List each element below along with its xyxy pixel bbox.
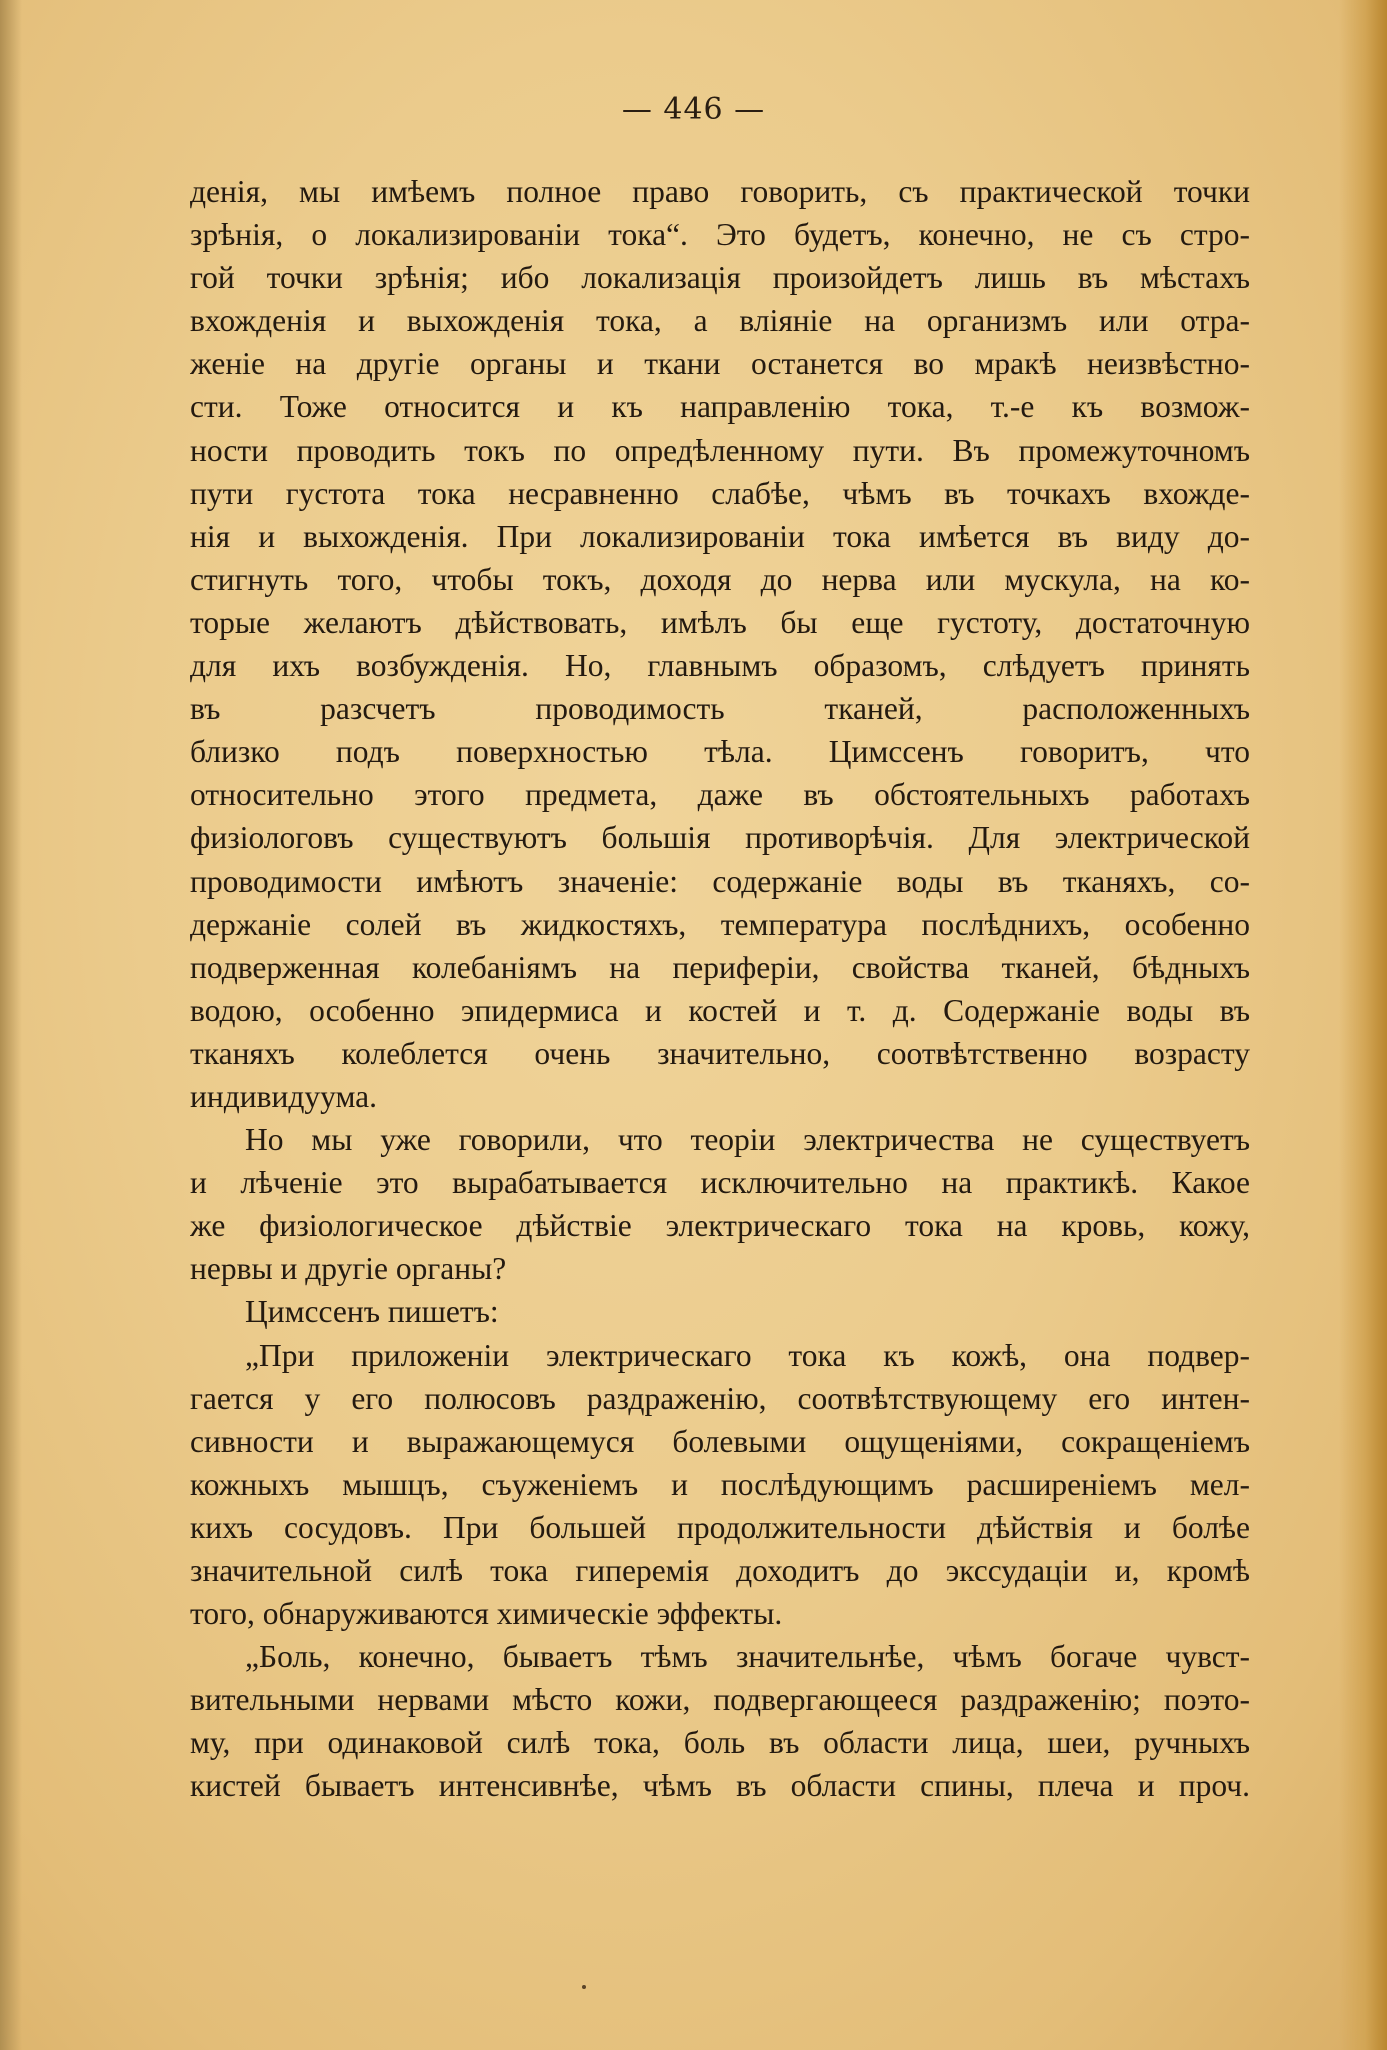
text-line: Цимссенъ пишетъ: <box>245 1294 499 1330</box>
text-line: „При приложеніи электрическаго тока къ кожѣ, она подвер- <box>245 1337 1250 1373</box>
text-line: вхожденія и выхожденія тока, а вліяніе на организмъ или отра- <box>190 303 1250 339</box>
text-line: относительно этого предмета, даже въ обстоятельныхъ работахъ <box>190 777 1250 813</box>
text-line: сивности и выражающемуся болевыми ощущеніями, сокращеніемъ <box>190 1423 1250 1459</box>
text-line: кистей бываетъ интенсивнѣе, чѣмъ въ области спины, плеча и проч. <box>190 1768 1250 1804</box>
text-line: водою, особенно эпидермиса и костей и т. д. Содержаніе воды въ <box>190 992 1250 1028</box>
ink-speck <box>582 1985 586 1989</box>
text-line: въ разсчетъ проводимость тканей, расположенныхъ <box>190 691 1250 727</box>
text-line: му, при одинаковой силѣ тока, боль въ области лица, шеи, ручныхъ <box>190 1725 1250 1761</box>
body-text <box>190 170 1250 1808</box>
text-line: стигнуть того, чтобы токъ, доходя до нерва или мускула, на ко- <box>190 561 1250 597</box>
text-line: зрѣнія, о локализированіи тока“. Это будетъ, конечно, не съ стро- <box>190 217 1250 253</box>
text-line: Но мы уже говорили, что теоріи электричества не существуетъ <box>245 1122 1250 1158</box>
text-line: нія и выхожденія. При локализированіи тока имѣется въ виду до- <box>190 518 1250 554</box>
text-line: пути густота тока несравненно слабѣе, чѣмъ въ точкахъ вхожде- <box>190 475 1250 511</box>
page-number: — 446 — <box>621 92 766 127</box>
text-line: индивидуума. <box>190 1078 378 1114</box>
text-line: ности проводить токъ по опредѣленному пути. Въ промежуточномъ <box>190 432 1250 468</box>
text-line: гается у его полюсовъ раздраженію, соотвѣтствующему его интен- <box>190 1380 1250 1416</box>
text-line: денія, мы имѣемъ полное право говорить, съ практической точки <box>190 174 1250 209</box>
text-line: держаніе солей въ жидкостяхъ, температура послѣднихъ, особенно <box>190 906 1250 942</box>
text-line: того, обнаруживаются химическіе эффекты. <box>190 1596 783 1632</box>
text-line: сти. Тоже относится и къ направленію тока, т.-е къ возмож- <box>190 389 1250 425</box>
text-line: кихъ сосудовъ. При большей продолжительности дѣйствія и болѣе <box>190 1509 1250 1545</box>
text-line: физіологовъ существуютъ большія противорѣчія. Для электрической <box>190 820 1250 856</box>
text-line: торые желаютъ дѣйствовать, имѣлъ бы еще густоту, достаточную <box>190 604 1250 640</box>
text-line: женіе на другіе органы и ткани останется во мракѣ неизвѣстно- <box>190 346 1250 382</box>
text-line: „Боль, конечно, бываетъ тѣмъ значительнѣе, чѣмъ богаче чувст- <box>245 1639 1250 1675</box>
text-line: же физіологическое дѣйствіе электрическаго тока на кровь, кожу, <box>190 1208 1250 1244</box>
text-line: нервы и другіе органы? <box>190 1251 507 1287</box>
text-line: вительными нервами мѣсто кожи, подвергающееся раздраженію; поэто- <box>190 1682 1250 1718</box>
text-line: значительной силѣ тока гиперемія доходитъ до экссудаціи и, кромѣ <box>190 1553 1250 1588</box>
text-line: кожныхъ мышцъ, съуженіемъ и послѣдующимъ расширеніемъ мел- <box>190 1466 1250 1502</box>
text-line: близко подъ поверхностью тѣла. Цимссенъ говоритъ, что <box>190 734 1250 770</box>
text-line: тканяхъ колеблется очень значительно, соотвѣтственно возрасту <box>190 1035 1250 1071</box>
text-line: и лѣченіе это вырабатывается исключительно на практикѣ. Какое <box>190 1165 1250 1201</box>
text-line: для ихъ возбужденія. Но, главнымъ образомъ, слѣдуетъ принять <box>190 648 1250 684</box>
text-line: гой точки зрѣнія; ибо локализація произойдетъ лишь въ мѣстахъ <box>190 260 1250 296</box>
text-line: подверженная колебаніямъ на периферіи, свойства тканей, бѣдныхъ <box>190 949 1250 985</box>
text-line: проводимости имѣютъ значеніе: содержаніе воды въ тканяхъ, со- <box>190 863 1250 899</box>
